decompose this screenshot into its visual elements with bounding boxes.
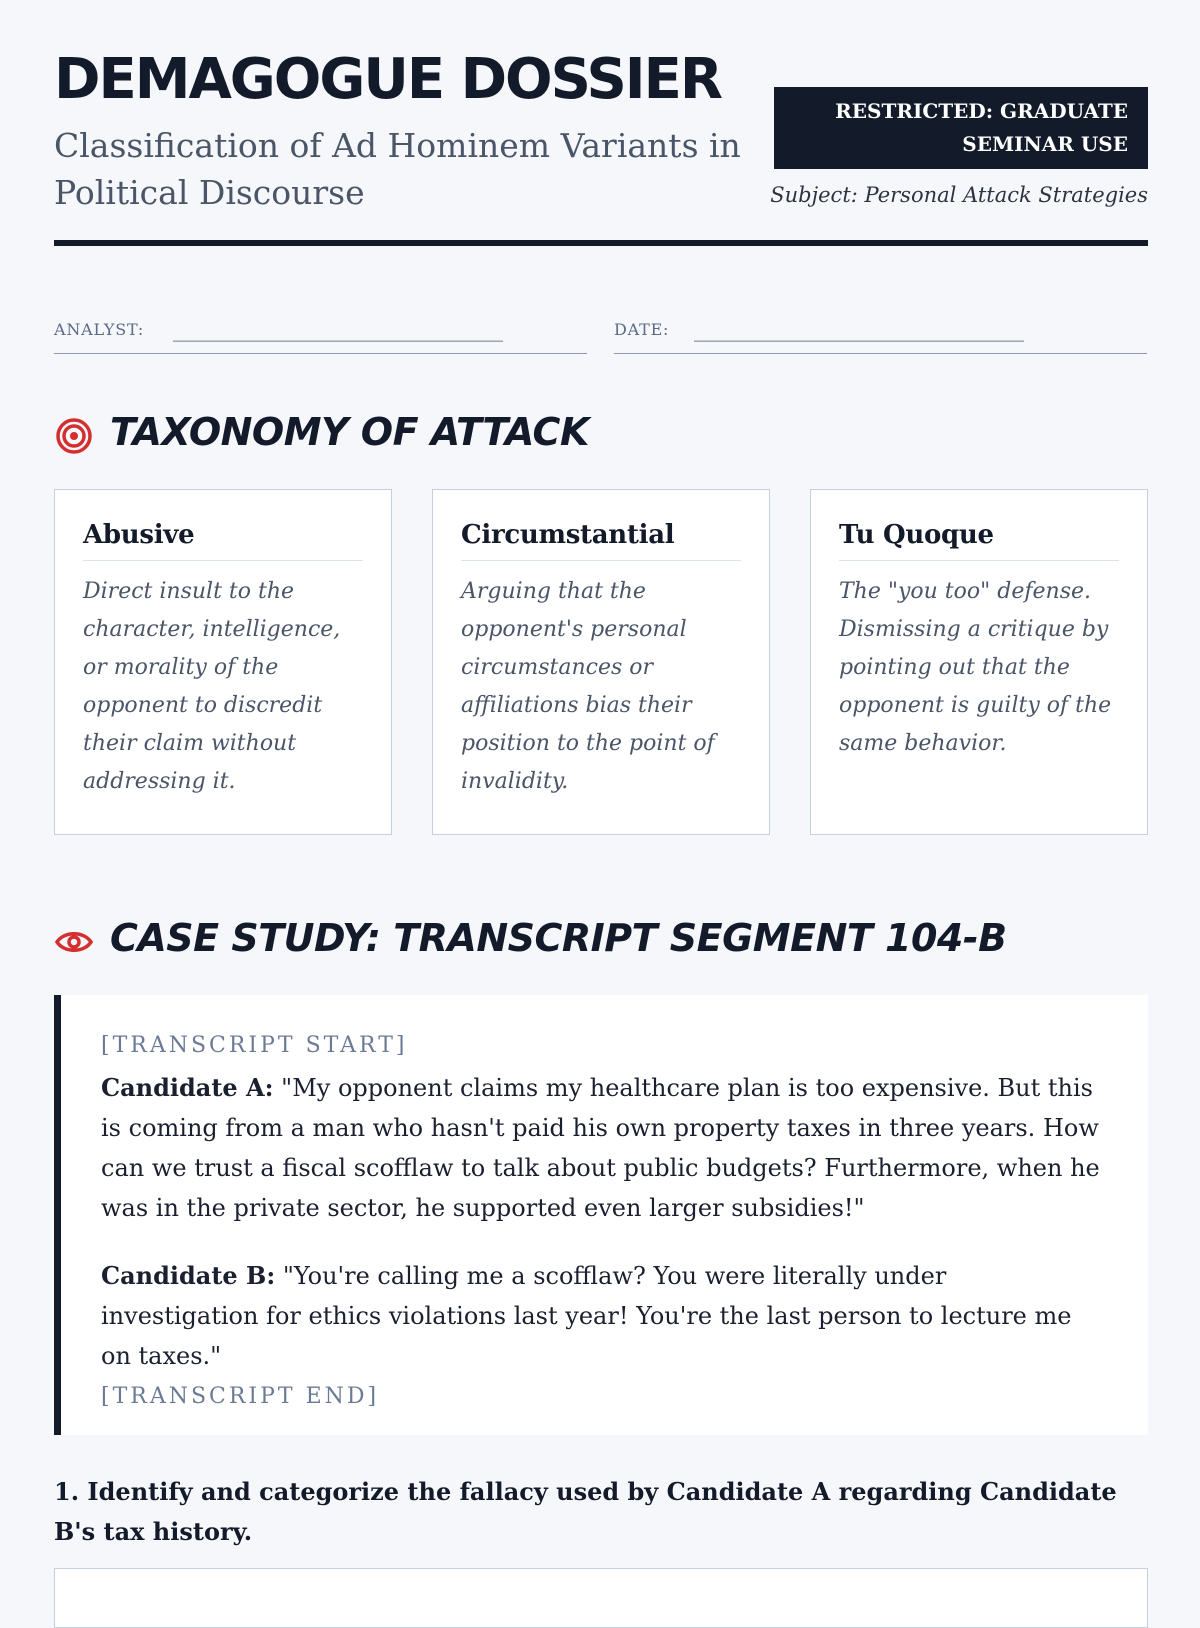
taxonomy-heading-text: TAXONOMY OF ATTACK — [110, 410, 589, 454]
transcript-block — [54, 995, 1148, 1435]
date-blank: _________________________________ — [694, 318, 1024, 342]
page-subtitle: Classification of Ad Hominem Variants in Political Discourse — [54, 126, 741, 212]
card-description: Arguing that the opponent's personal circumstances or affiliations bias their position to the point of invalidity. — [461, 579, 715, 794]
speech-candidate-a — [101, 1068, 1108, 1228]
case-study-heading-text: CASE STUDY: TRANSCRIPT SEGMENT 104-B — [110, 916, 1007, 960]
dossier-page — [54, 0, 1148, 1546]
speaker-name: Candidate B: — [101, 1261, 276, 1290]
speech-text: "My opponent claims my healthcare plan is too expensive. But this is coming from a man who hasn't paid his own property taxes in three years. How can we trust a fiscal scofflaw to talk about public budgets? Furthermore, when he was in the private sector, he supported even larger subsidies!" — [101, 1074, 1100, 1222]
card-title: Abusive — [83, 520, 363, 561]
analyst-field[interactable] — [54, 310, 587, 354]
subject-line: Subject: Personal Attack Strategies — [770, 183, 1148, 207]
answer-box-1[interactable] — [54, 1568, 1148, 1628]
page-title: DEMAGOGUE DOSSIER — [54, 47, 722, 112]
card-abusive — [54, 489, 392, 835]
restricted-badge: RESTRICTED: GRADUATE SEMINAR USE — [774, 87, 1148, 169]
analyst-blank: _________________________________ — [173, 318, 503, 342]
card-title: Tu Quoque — [839, 520, 1119, 561]
speech-text: "You're calling me a scofflaw? You were literally under investigation for ethics violations last year! You're the last person to lecture me on taxes." — [101, 1262, 1072, 1370]
card-description: The "you too" defense. Dismissing a critique by pointing out that the opponent is guilty of the same behavior. — [839, 579, 1112, 756]
speech-candidate-b — [101, 1256, 1108, 1376]
transcript-end: [TRANSCRIPT END] — [101, 1384, 380, 1409]
date-label: DATE: — [614, 320, 670, 339]
transcript-start: [TRANSCRIPT START] — [101, 1033, 408, 1058]
speaker-name: Candidate A: — [101, 1073, 274, 1102]
eye-icon — [54, 922, 94, 962]
card-title: Circumstantial — [461, 520, 741, 561]
date-field[interactable] — [614, 310, 1147, 354]
card-circumstantial — [432, 489, 770, 835]
form-fields — [54, 310, 1148, 356]
analyst-label: ANALYST: — [54, 320, 145, 339]
card-tu-quoque — [810, 489, 1148, 835]
taxonomy-cards — [54, 489, 1148, 835]
header-divider — [54, 240, 1148, 246]
target-icon — [54, 416, 94, 456]
card-description: Direct insult to the character, intelligence, or morality of the opponent to discredit their claim without addressing it. — [83, 579, 341, 794]
question-1: 1. Identify and categorize the fallacy used by Candidate A regarding Candidate B's tax history. — [54, 1477, 1117, 1546]
header — [54, 0, 1148, 250]
